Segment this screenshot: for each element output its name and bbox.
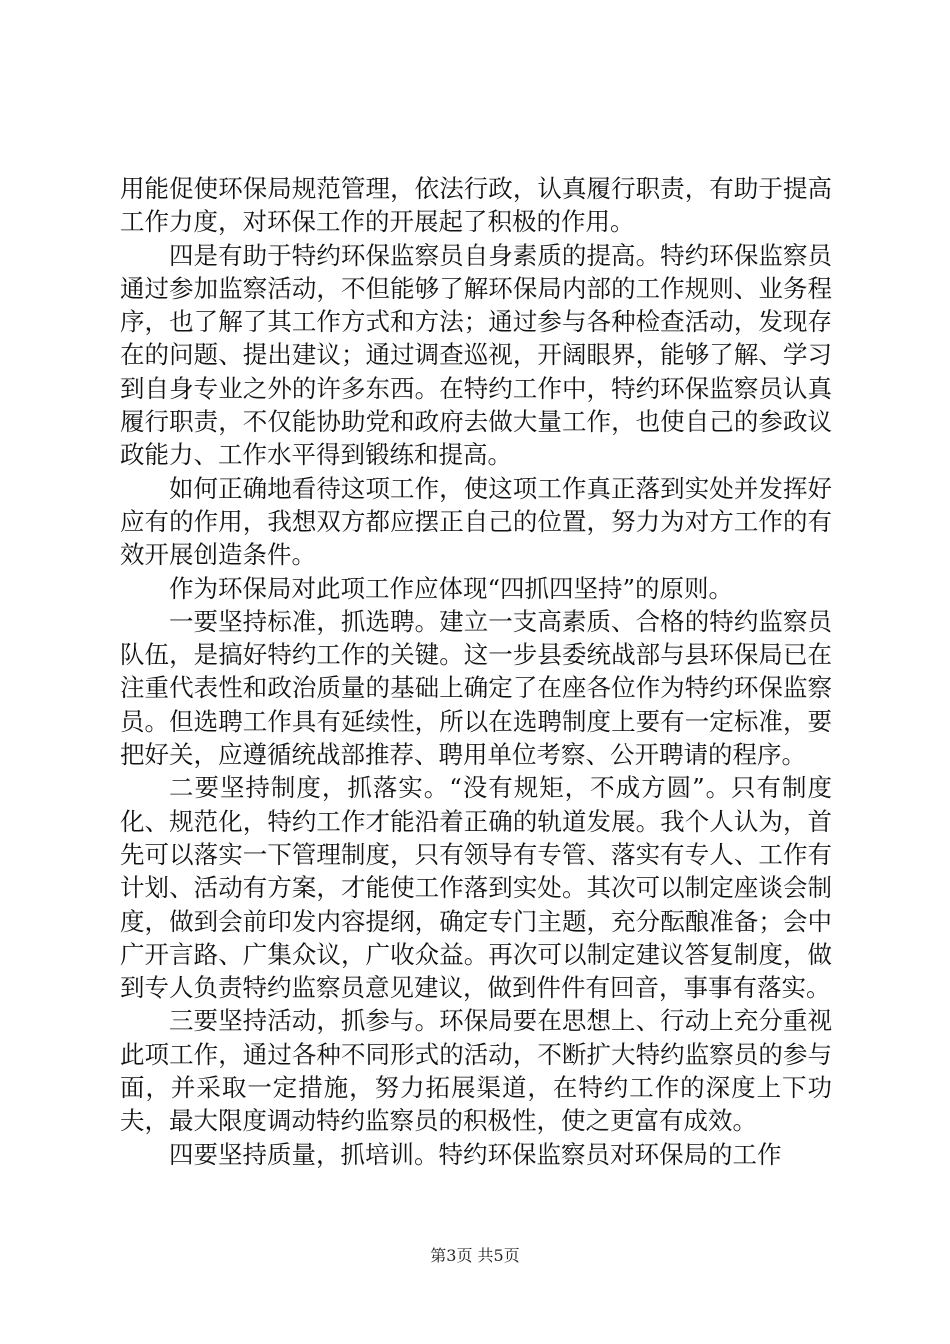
paragraph-7: 三要坚持活动，抓参与。环保局要在思想上、行动上充分重视此项工作，通过各种不同形式的活动，不断扩大特约监察员的参与面，并采取一定措施，努力拓展渠道，在特约工作的深度上下功夫，最大限度调动特约监察员的积极性，使之更富有成效。 bbox=[120, 1006, 832, 1136]
paragraph-1: 用能促使环保局规范管理，依法行政，认真履行职责，有助于提高工作力度，对环保工作的开展起了积极的作用。 bbox=[120, 174, 832, 237]
paragraph-5: 一要坚持标准，抓选聘。建立一支高素质、合格的特约监察员队伍，是搞好特约工作的关键。这一步县委统战部与县环保局已在注重代表性和政治质量的基础上确定了在座各位作为特约环保监察员。但选聘工作具有延续性，所以在选聘制度上要有一定标准，要把好关，应遵循统战部推荐、聘用单位考察、公开聘请的程序。 bbox=[120, 606, 832, 770]
document-body bbox=[120, 172, 832, 1171]
paragraph-2: 四是有助于特约环保监察员自身素质的提高。特约环保监察员通过参加监察活动，不但能够了解环保局内部的工作规则、业务程序，也了解了其工作方式和方法；通过参与各种检查活动，发现存在的问题、提出建议；通过调查巡视，开阔眼界，能够了解、学习到自身专业之外的许多东西。在特约工作中，特约环保监察员认真履行职责，不仅能协助党和政府去做大量工作，也使自己的参政议政能力、工作水平得到锻练和提高。 bbox=[120, 240, 832, 470]
paragraph-4: 作为环保局对此项工作应体现“四抓四坚持”的原则。 bbox=[169, 573, 734, 603]
paragraph-3: 如何正确地看待这项工作，使这项工作真正落到实处并发挥好应有的作用，我想双方都应摆正自己的位置，努力为对方工作的有效开展创造条件。 bbox=[120, 473, 832, 570]
page-footer bbox=[0, 1243, 950, 1266]
paragraph-6: 二要坚持制度，抓落实。“没有规矩，不成方圆”。只有制度化、规范化，特约工作才能沿着正确的轨道发展。我个人认为，首先可以落实一下管理制度，只有领导有专管、落实有专人、工作有计划、活动有方案，才能使工作落到实处。其次可以制定座谈会制度，做到会前印发内容提纲，确定专门主题，充分酝酿准备；会中广开言路、广集众议，广收众益。再次可以制定建议答复制度，做到专人负责特约监察员意见建议，做到件件有回音，事事有落实。 bbox=[120, 773, 832, 1003]
paragraph-8: 四要坚持质量，抓培训。特约环保监察员对环保局的工作 bbox=[169, 1139, 782, 1169]
page-number-label: 第3页 共5页 bbox=[430, 1246, 520, 1265]
